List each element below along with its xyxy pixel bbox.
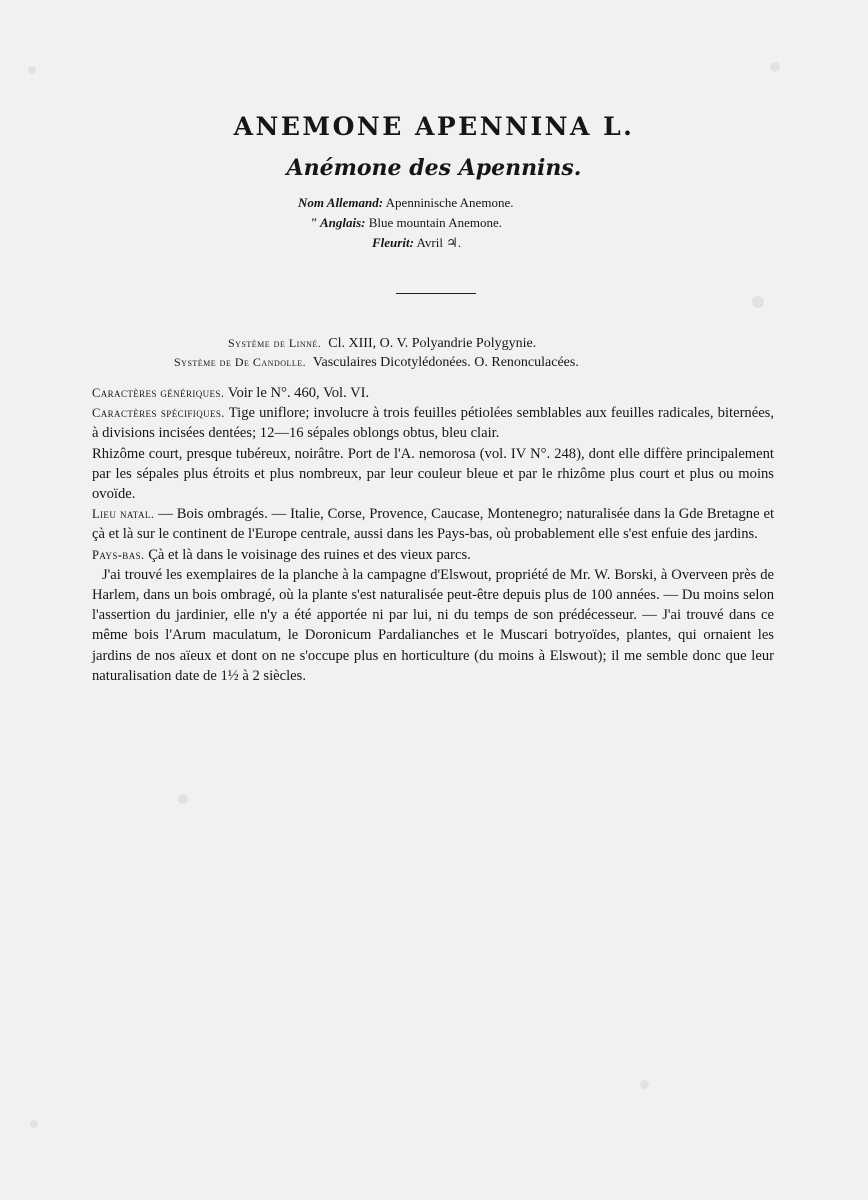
generic-characters-text: Voir le N°. 460, Vol. VI. (227, 385, 370, 401)
candolle-label: Système de De Candolle. (174, 355, 307, 369)
netherlands-label: Pays-bas. (92, 547, 145, 562)
flowering-label: Fleurit: (372, 235, 414, 250)
linne-value: Cl. XIII, O. V. Polyandrie Polygynie. (328, 336, 537, 351)
paper-speck (178, 794, 188, 804)
english-name-row (310, 215, 502, 231)
netherlands (92, 545, 774, 565)
specific-characters (92, 403, 774, 443)
flowering-value: Avril ♃. (416, 235, 462, 250)
divider (396, 293, 476, 294)
observation-text: J'ai trouvé les exemplaires de la planche à la campagne d'Elswout, propriété de Mr. W. Borski, à Overveen près de Harlem, dans un bois ombragé, où la plante s'est naturalisée peut-être depuis plus de 100 années. — Du moins selon l'assertion du jardinier, elle n'y a été apportée ni par lui, ni du temps de son prédécesseur. — J'ai trouvé dans ce même bois l'Arum maculatum, le Doronicum Pardalianches et le Muscari botryoïdes, plantes, qui ornaient les jardins de nos aïeux et dont on ne s'occupe plus en horticulture (du moins à Elswout); il me semble donc que leur naturalisation date de 1½ à 2 siècles. (92, 566, 774, 684)
german-name-value: Apenninische Anemone. (385, 195, 514, 210)
native-range-label: Lieu natal. (92, 507, 155, 522)
description (92, 383, 774, 686)
netherlands-text: Çà et là dans le voisinage des ruines et des vieux parcs. (148, 546, 471, 563)
german-name-label: Nom Allemand: (298, 195, 384, 210)
generic-characters-label: Caractères génériques. (92, 386, 225, 400)
rhizome-text: Rhizôme court, presque tubéreux, noirâtre. Port de l'A. nemorosa (vol. IV N°. 248), dont elle diffère principalement par les sépales plus étroits et plus nombreux, par leur couleur bleue et par le rhizôme plus court et plus ou moins ovoïde. (92, 445, 774, 503)
native-range (92, 504, 774, 544)
rhizome-paragraph (92, 444, 774, 505)
english-name-label: " Anglais: (310, 215, 366, 230)
specific-characters-text: Tige uniflore; involucre à trois feuilles pétiolées semblables aux feuilles radicales, biternées, à divisions incisées dentées; 12—16 sépales oblongs obtus, bleu clair. (92, 405, 775, 442)
flowering-row (372, 235, 461, 251)
paper-speck (30, 1120, 38, 1128)
candolle-row (174, 355, 579, 371)
page-subtitle: Anémone des Apennins. (286, 155, 582, 181)
english-name-value: Blue mountain Anemone. (368, 215, 502, 230)
paper-speck (28, 66, 36, 74)
generic-characters (92, 383, 774, 403)
linne-row (228, 336, 536, 352)
native-range-text: — Bois ombragés. — Italie, Corse, Provence, Caucase, Montenegro; naturalisée dans la Gde Bretagne et çà et là sur le continent de l'Europe centrale, aussi dans les Pays-bas, où probablement elle s'est enfuie des jardins. (92, 506, 774, 543)
paper-speck (640, 1080, 649, 1089)
paper-speck (770, 62, 780, 72)
specific-characters-label: Caractères spécifiques. (92, 406, 225, 421)
observation-paragraph (92, 565, 774, 686)
german-name-row (298, 195, 513, 211)
candolle-value: Vasculaires Dicotylédonées. O. Renonculacées. (312, 355, 579, 370)
linne-label: Système de Linné. (228, 336, 322, 350)
paper-speck (752, 296, 764, 308)
page-title: ANEMONE APENNINA L. (233, 112, 635, 141)
